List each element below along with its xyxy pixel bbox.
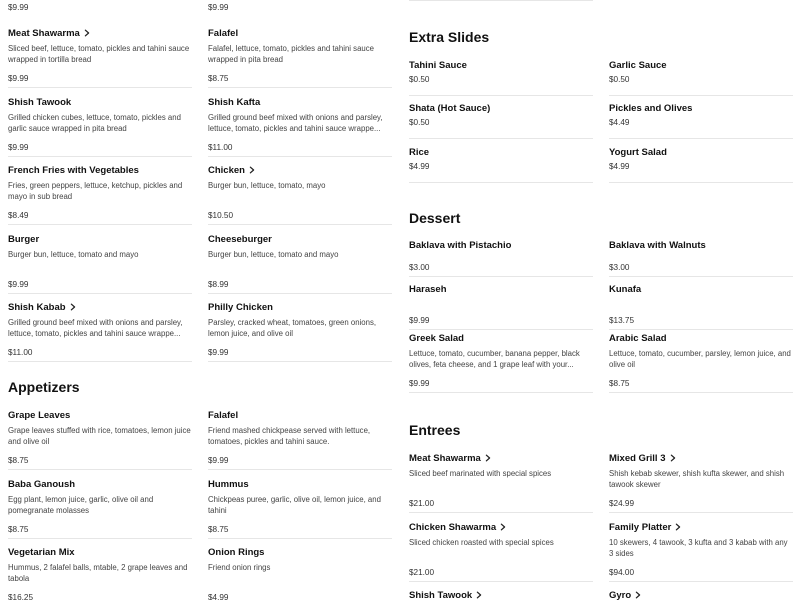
item-price: $8.75 [8,524,29,534]
menu-item-cheeseburger[interactable] [208,234,392,294]
item-name: Meat Shawarma [409,453,593,464]
item-description: Grilled ground beef mixed with onions and parsley, lettuce, tomato, pickles and tahini sauce wrappe... [8,318,183,338]
item-name: Baklava with Walnuts [609,240,706,251]
item-name: French Fries with Vegetables [8,165,139,176]
chevron-right-icon [634,591,643,600]
item-price: $4.49 [609,118,630,128]
menu-item-baklava-with-walnuts[interactable] [609,240,793,277]
menu-column-c [409,0,593,600]
item-description: Burger bun, lettuce, tomato and mayo [8,249,139,259]
item-name: Greek Salad [409,333,464,344]
item-price: $0.50 [409,75,430,84]
item-price: $0.50 [409,118,430,128]
item-price: $4.99 [409,161,430,171]
item-description: Fries, green peppers, lettuce, ketchup, pickles and mayo in sub bread [8,181,183,201]
menu-item-tahini-sauce[interactable] [409,60,593,96]
item-name: Onion Rings [208,547,265,558]
item-name: Hummus [208,478,249,490]
item-price: $4.99 [609,161,630,171]
menu-item-shish-tawook[interactable] [409,590,593,600]
item-description: Sliced beef marinated with special spices [409,469,552,478]
menu-item-grape-leaves[interactable] [8,410,192,470]
menu-item-family-platter[interactable] [609,522,793,582]
item-price: $8.75 [208,524,229,534]
item-name: Burger [8,233,40,245]
menu-column-a [8,0,192,600]
menu-item-kunafa[interactable] [609,284,793,330]
menu-item-greek-salad[interactable] [409,333,593,393]
item-price: $3.00 [609,263,630,272]
item-name: Grape Leaves [8,410,71,421]
menu-item-onion-rings[interactable] [208,547,392,600]
item-name: Falafel [208,410,239,421]
item-description: Shish kebab skewer, shish kufta skewer, and shish tawook skewer [609,469,785,489]
item-name: Chicken [208,165,392,176]
menu-item-chicken[interactable] [208,165,392,225]
item-description: Egg plant, lemon juice, garlic, olive oil and pomegranate molasses [8,494,154,515]
item-price: $21.00 [409,567,435,577]
menu-item-mixed-grill-3[interactable] [609,453,793,513]
item-price: $9.99 [208,3,229,12]
item-name: Chicken Shawarma [409,522,593,533]
menu-item-shish-kabab[interactable] [8,302,192,362]
item-description: Grilled chicken cubes, lettuce, tomato, pickles and garlic sauce wrapped in pita bread [8,112,181,133]
menu-item-meat-shawarma[interactable] [8,28,192,88]
item-name: Falafel [208,28,239,39]
item-price: $10.50 [208,211,234,220]
menu-item-shish-kafta[interactable] [208,97,392,157]
item-price: $21.00 [409,499,435,508]
menu-item-vegetarian-mix[interactable] [8,547,192,600]
menu-item-burger[interactable] [8,234,192,294]
item-name: Shish Kabab [8,302,192,313]
menu-item-baklava-with-pistachio[interactable] [409,240,593,277]
item-price: $9.99 [8,142,29,152]
section-title-extra-slides: Extra Slides [409,29,490,45]
item-price: $9.99 [409,379,430,388]
chevron-right-icon [475,591,484,600]
menu-item-baba-ganoush[interactable] [8,479,192,539]
menu-column-d [609,0,793,600]
item-description: Hummus, 2 falafel balls, mtable, 2 grape leaves and tabola [8,563,188,583]
item-name: Rice [409,146,430,158]
item-description: Burger bun, lettuce, tomato and mayo [208,249,339,259]
chevron-right-icon [248,166,257,175]
item-price: $11.00 [208,142,233,152]
item-price: $8.49 [8,211,29,220]
item-name: Cheeseburger [208,233,272,245]
item-price: $9.99 [409,315,430,325]
item-price: $9.99 [208,456,229,465]
menu-item-falafel[interactable] [208,28,392,88]
item-description: Lettuce, tomato, cucumber, parsley, lemon juice, and olive oil [609,349,791,369]
item-price: $24.99 [609,499,635,508]
item-price: $8.75 [208,74,229,83]
item-price: $16.25 [8,593,34,600]
item-price: $11.00 [8,348,33,357]
item-description: Friend mashed chickpease served with lettuce, tomatoes, pickles and tahini sauce. [208,426,371,446]
menu-item-yogurt-salad[interactable] [609,147,793,183]
menu-item-french-fries-with-vegetables[interactable] [8,165,192,225]
section-title-appetizers: Appetizers [8,379,80,395]
item-name: Baba Ganoush [8,478,76,490]
item-description: Parsley, cracked wheat, tomatoes, green onions, lemon juice, and olive oil [208,318,377,338]
menu-item-meat-shawarma[interactable] [409,453,593,513]
item-description: 10 skewers, 4 tawook, 3 kufta and 3 kabab with any 3 sides [609,537,788,558]
item-price: $94.00 [609,567,635,577]
item-name: Shish Kafta [208,96,261,108]
item-name: Mixed Grill 3 [609,453,793,464]
item-description: Grilled ground beef mixed with onions and parsley, lettuce, tomato, pickles and tahini sauce wrappe... [208,112,383,133]
chevron-right-icon [674,523,683,532]
item-name: Kunafa [609,283,642,295]
item-price: $8.99 [208,279,229,289]
chevron-right-icon [83,29,92,38]
item-name: Shish Tawook [8,96,72,108]
item-price: $8.75 [609,379,630,388]
item-description: Sliced chicken roasted with special spices [409,537,554,547]
menu-item-pickles-and-olives[interactable] [609,103,793,139]
item-price: $4.99 [208,593,229,600]
menu-item-haraseh[interactable] [409,284,593,330]
item-name: Pickles and Olives [609,103,693,115]
chevron-right-icon [669,454,678,463]
item-price: $9.99 [8,74,29,83]
item-price: $9.99 [208,348,229,357]
menu-item-falafel[interactable] [208,410,392,470]
menu-item-garlic-sauce[interactable] [609,60,793,96]
item-name: Haraseh [409,283,447,295]
item-description: Burger bun, lettuce, tomato, mayo [208,181,326,190]
item-name: Family Platter [609,522,793,533]
menu-item-chicken-shawarma[interactable] [409,522,593,582]
item-price: $9.99 [8,3,29,12]
item-description: Sliced beef, lettuce, tomato, pickles and tahini sauce wrapped in tortilla bread [8,44,190,64]
menu-item-gyro[interactable] [609,590,793,600]
chevron-right-icon [69,303,78,312]
item-price: $13.75 [609,315,635,325]
item-name: Shish Tawook [409,590,593,600]
chevron-right-icon [484,454,493,463]
item-name: Garlic Sauce [609,60,667,71]
item-price: $0.50 [609,75,630,84]
divider [409,0,593,1]
item-description: Grape leaves stuffed with rice, tomatoes, lemon juice and olive oil [8,426,191,446]
item-name: Vegetarian Mix [8,547,75,558]
menu-item-arabic-salad[interactable] [609,333,793,393]
item-name: Baklava with Pistachio [409,240,512,251]
item-description: Friend onion rings [208,563,271,572]
item-description: Lettuce, tomato, cucumber, banana pepper, black olives, feta cheese, and 1 grape leaf with your... [409,349,580,369]
item-name: Tahini Sauce [409,60,467,71]
section-title-dessert: Dessert [409,210,461,226]
menu-item-shata-hot-sauce[interactable] [409,103,593,139]
item-price: $8.75 [8,456,29,465]
item-price: $3.00 [409,263,430,272]
item-description: Falafel, lettuce, tomato, pickles and tahini sauce wrapped in pita bread [208,44,374,64]
menu-item-rice[interactable] [409,147,593,183]
menu-item-hummus[interactable] [208,479,392,539]
menu-item-shish-tawook[interactable] [8,97,192,157]
menu-item-philly-chicken[interactable] [208,302,392,362]
item-name: Meat Shawarma [8,28,192,39]
chevron-right-icon [499,523,508,532]
item-name: Philly Chicken [208,302,273,313]
menu-column-b [208,0,392,600]
item-description: Chickpeas puree, garlic, olive oil, lemon juice, and tahini [208,494,381,515]
item-name: Shata (Hot Sauce) [409,103,491,115]
item-name: Yogurt Salad [609,146,667,158]
item-name: Arabic Salad [609,333,667,344]
section-title-entrees: Entrees [409,422,461,438]
item-name: Gyro [609,590,793,600]
item-price: $9.99 [8,279,29,289]
